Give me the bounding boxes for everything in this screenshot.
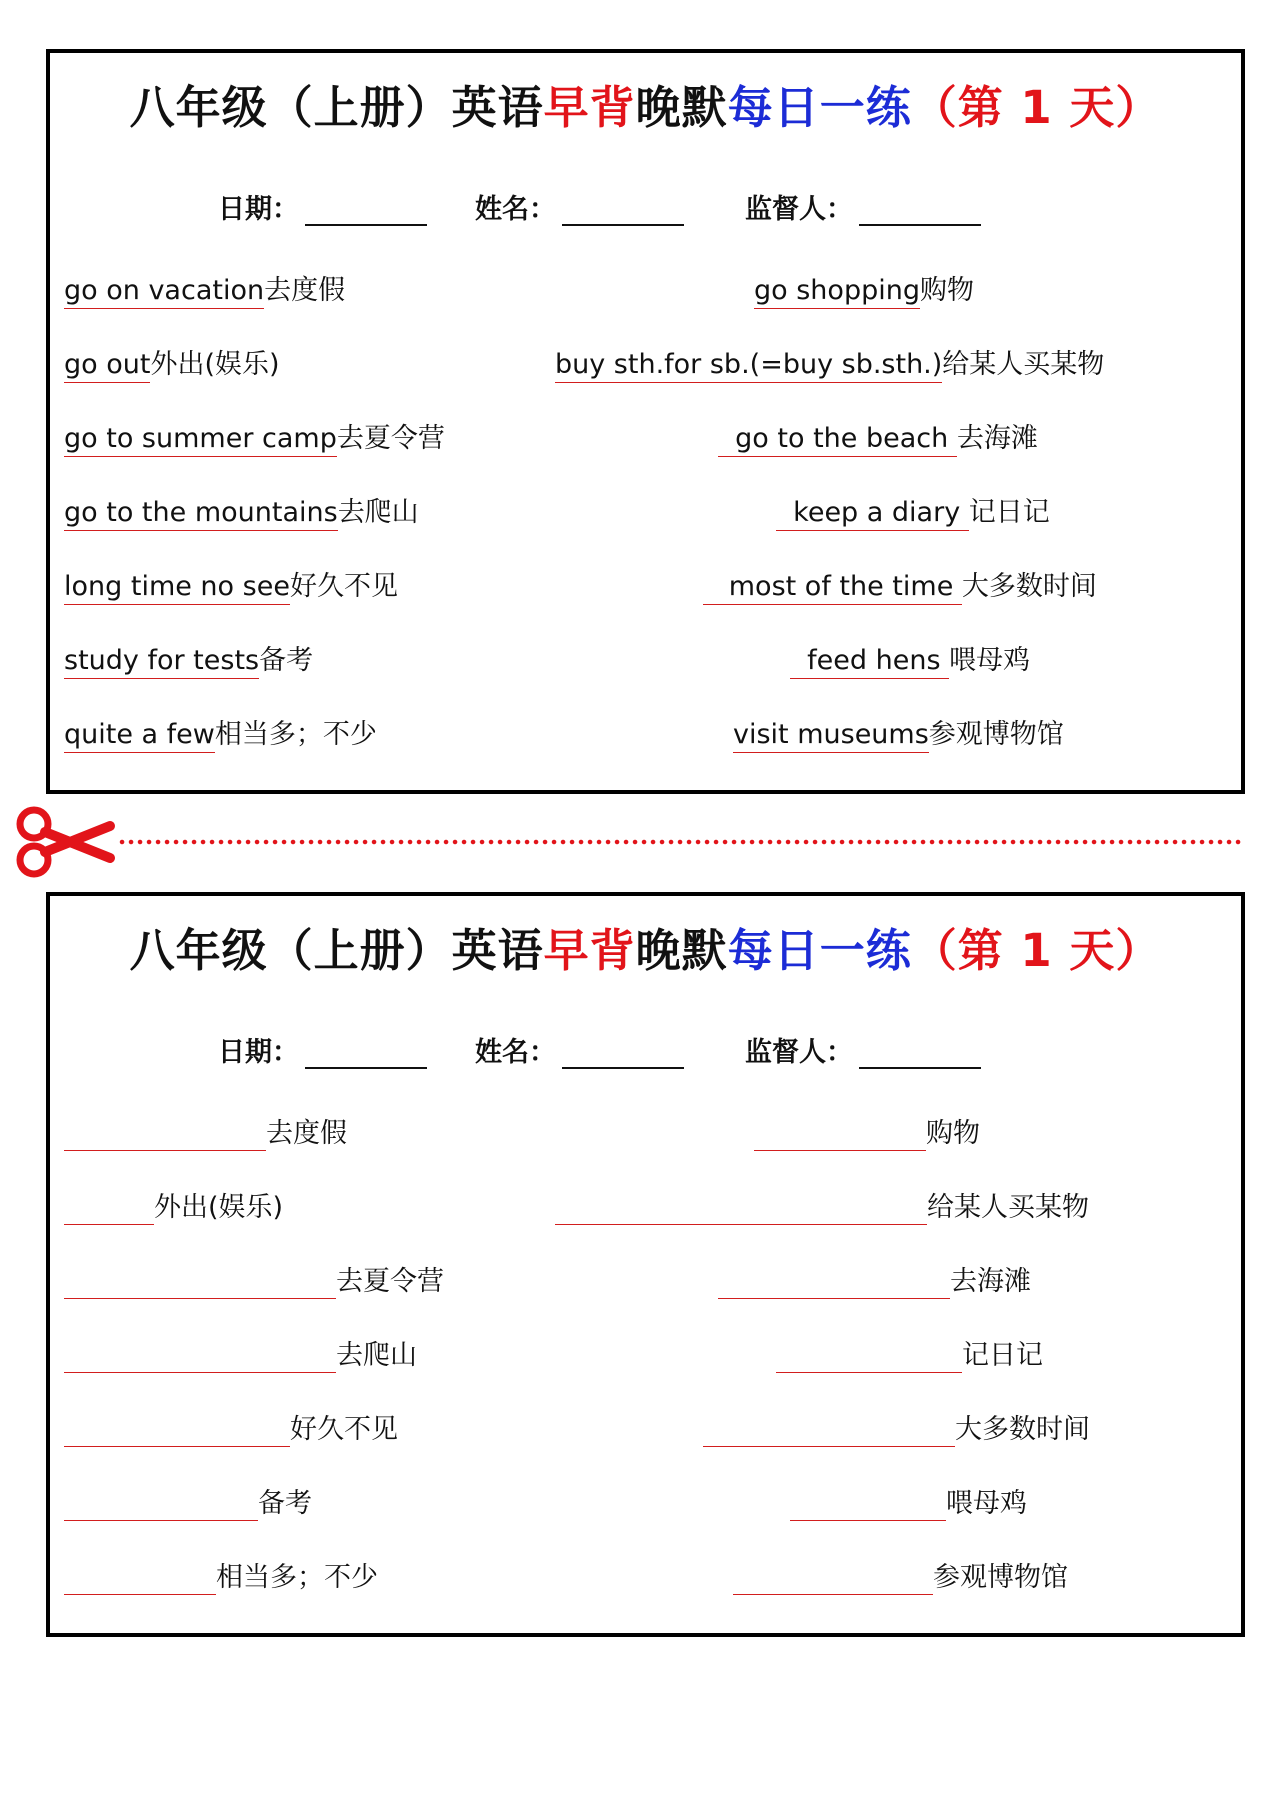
list-item <box>718 422 1038 457</box>
chinese-meaning: 喂母鸡 <box>946 1488 1027 1519</box>
supervisor-field[interactable] <box>745 187 981 226</box>
list-item <box>64 644 313 679</box>
date-field[interactable] <box>218 187 427 226</box>
supervisor-label: 监督人： <box>745 1037 853 1068</box>
page-title <box>50 71 1241 136</box>
name-field[interactable] <box>475 1030 684 1069</box>
cut-line <box>10 796 1250 886</box>
answer-blank[interactable] <box>64 1487 258 1521</box>
chinese-meaning: 相当多；不少 <box>214 719 377 750</box>
list-item <box>754 1117 980 1151</box>
chinese-meaning: 去海滩 <box>956 423 1038 454</box>
chinese-meaning: 大多数时间 <box>961 571 1097 602</box>
list-item <box>64 496 419 531</box>
chinese-meaning: 去爬山 <box>337 497 419 528</box>
english-phrase: feed hens <box>790 645 949 679</box>
title-part-grade: 八年级（上册）英语 <box>129 81 544 134</box>
supervisor-blank[interactable] <box>859 194 981 226</box>
english-phrase: go to the mountains <box>64 497 338 531</box>
list-item <box>718 1265 1031 1299</box>
date-label: 日期： <box>218 194 299 225</box>
dictation-card <box>46 892 1245 1637</box>
title-part-day: （第 1 天） <box>911 81 1162 134</box>
chinese-meaning: 外出(娱乐) <box>150 349 280 380</box>
english-phrase: go to summer camp <box>64 423 337 457</box>
english-phrase: keep a diary <box>776 497 969 531</box>
answer-blank[interactable] <box>64 1265 336 1299</box>
answer-blank[interactable] <box>64 1413 290 1447</box>
page-title <box>50 914 1241 979</box>
chinese-meaning: 去夏令营 <box>336 423 445 454</box>
chinese-meaning: 去度假 <box>266 1118 347 1149</box>
list-item <box>64 570 398 605</box>
chinese-meaning: 去海滩 <box>950 1266 1031 1297</box>
title-part-morning: 早背 <box>543 924 636 977</box>
list-item <box>64 1487 312 1521</box>
chinese-meaning: 大多数时间 <box>955 1414 1090 1445</box>
list-item <box>64 1339 417 1373</box>
answer-blank[interactable] <box>64 1191 154 1225</box>
answer-blank[interactable] <box>64 1561 216 1595</box>
english-phrase: study for tests <box>64 645 259 679</box>
chinese-meaning: 喂母鸡 <box>949 645 1031 676</box>
name-blank[interactable] <box>562 1037 684 1069</box>
list-item <box>64 718 377 753</box>
name-label: 姓名： <box>475 194 556 225</box>
name-field[interactable] <box>475 187 684 226</box>
date-blank[interactable] <box>305 1037 427 1069</box>
english-phrase: go shopping <box>754 275 920 309</box>
list-item <box>776 1339 1043 1373</box>
list-item <box>555 348 1104 383</box>
date-blank[interactable] <box>305 194 427 226</box>
list-item <box>733 1561 1068 1595</box>
list-item <box>64 422 445 457</box>
chinese-meaning: 相当多；不少 <box>216 1562 378 1593</box>
chinese-meaning: 记日记 <box>962 1340 1043 1371</box>
list-item <box>790 644 1030 679</box>
list-item <box>64 1117 347 1151</box>
chinese-meaning: 记日记 <box>968 497 1050 528</box>
title-part-evening: 晚默 <box>635 924 728 977</box>
chinese-meaning: 购物 <box>919 275 974 306</box>
answer-blank[interactable] <box>790 1487 946 1521</box>
english-phrase: quite a few <box>64 719 215 753</box>
chinese-meaning: 备考 <box>259 645 314 676</box>
english-phrase: go on vacation <box>64 275 264 309</box>
chinese-meaning: 好久不见 <box>289 571 398 602</box>
date-label: 日期： <box>218 1037 299 1068</box>
english-phrase: go to the beach <box>718 423 957 457</box>
list-item <box>703 1413 1090 1447</box>
answer-blank[interactable] <box>754 1117 926 1151</box>
name-label: 姓名： <box>475 1037 556 1068</box>
chinese-meaning: 给某人买某物 <box>927 1192 1089 1223</box>
chinese-meaning: 去度假 <box>264 275 346 306</box>
answer-blank[interactable] <box>64 1339 336 1373</box>
scissors-icon <box>20 810 110 874</box>
list-item <box>555 1191 1089 1225</box>
chinese-meaning: 给某人买某物 <box>942 349 1105 380</box>
title-part-day: （第 1 天） <box>911 924 1162 977</box>
list-item <box>703 570 1097 605</box>
title-part-evening: 晚默 <box>635 81 728 134</box>
chinese-meaning: 好久不见 <box>290 1414 398 1445</box>
title-part-morning: 早背 <box>543 81 636 134</box>
study-card <box>46 49 1245 794</box>
chinese-meaning: 去夏令营 <box>336 1266 444 1297</box>
title-part-daily: 每日一练 <box>727 924 912 977</box>
chinese-meaning: 购物 <box>926 1118 980 1149</box>
chinese-meaning: 备考 <box>258 1488 312 1519</box>
date-field[interactable] <box>218 1030 427 1069</box>
answer-blank[interactable] <box>718 1265 950 1299</box>
answer-blank[interactable] <box>555 1191 927 1225</box>
english-phrase: most of the time <box>703 571 962 605</box>
answer-blank[interactable] <box>733 1561 933 1595</box>
list-item <box>754 274 974 309</box>
answer-blank[interactable] <box>776 1339 962 1373</box>
list-item <box>64 348 280 383</box>
chinese-meaning: 外出(娱乐) <box>154 1192 284 1223</box>
chinese-meaning: 去爬山 <box>336 1340 417 1371</box>
name-blank[interactable] <box>562 194 684 226</box>
supervisor-field[interactable] <box>745 1030 981 1069</box>
list-item <box>64 1191 283 1225</box>
title-part-grade: 八年级（上册）英语 <box>129 924 544 977</box>
answer-blank[interactable] <box>64 1117 266 1151</box>
list-item <box>64 1265 444 1299</box>
chinese-meaning: 参观博物馆 <box>928 719 1064 750</box>
list-item <box>64 1413 398 1447</box>
list-item <box>776 496 1050 531</box>
chinese-meaning: 参观博物馆 <box>933 1562 1068 1593</box>
supervisor-blank[interactable] <box>859 1037 981 1069</box>
english-phrase: go out <box>64 349 150 383</box>
list-item <box>64 1561 378 1595</box>
answer-blank[interactable] <box>703 1413 955 1447</box>
list-item <box>790 1487 1027 1521</box>
list-item <box>64 274 345 309</box>
title-part-daily: 每日一练 <box>727 81 912 134</box>
list-item <box>733 718 1064 753</box>
english-phrase: visit museums <box>733 719 929 753</box>
english-phrase: long time no see <box>64 571 290 605</box>
english-phrase: buy sth.for sb.(=buy sb.sth.) <box>555 349 942 383</box>
supervisor-label: 监督人： <box>745 194 853 225</box>
